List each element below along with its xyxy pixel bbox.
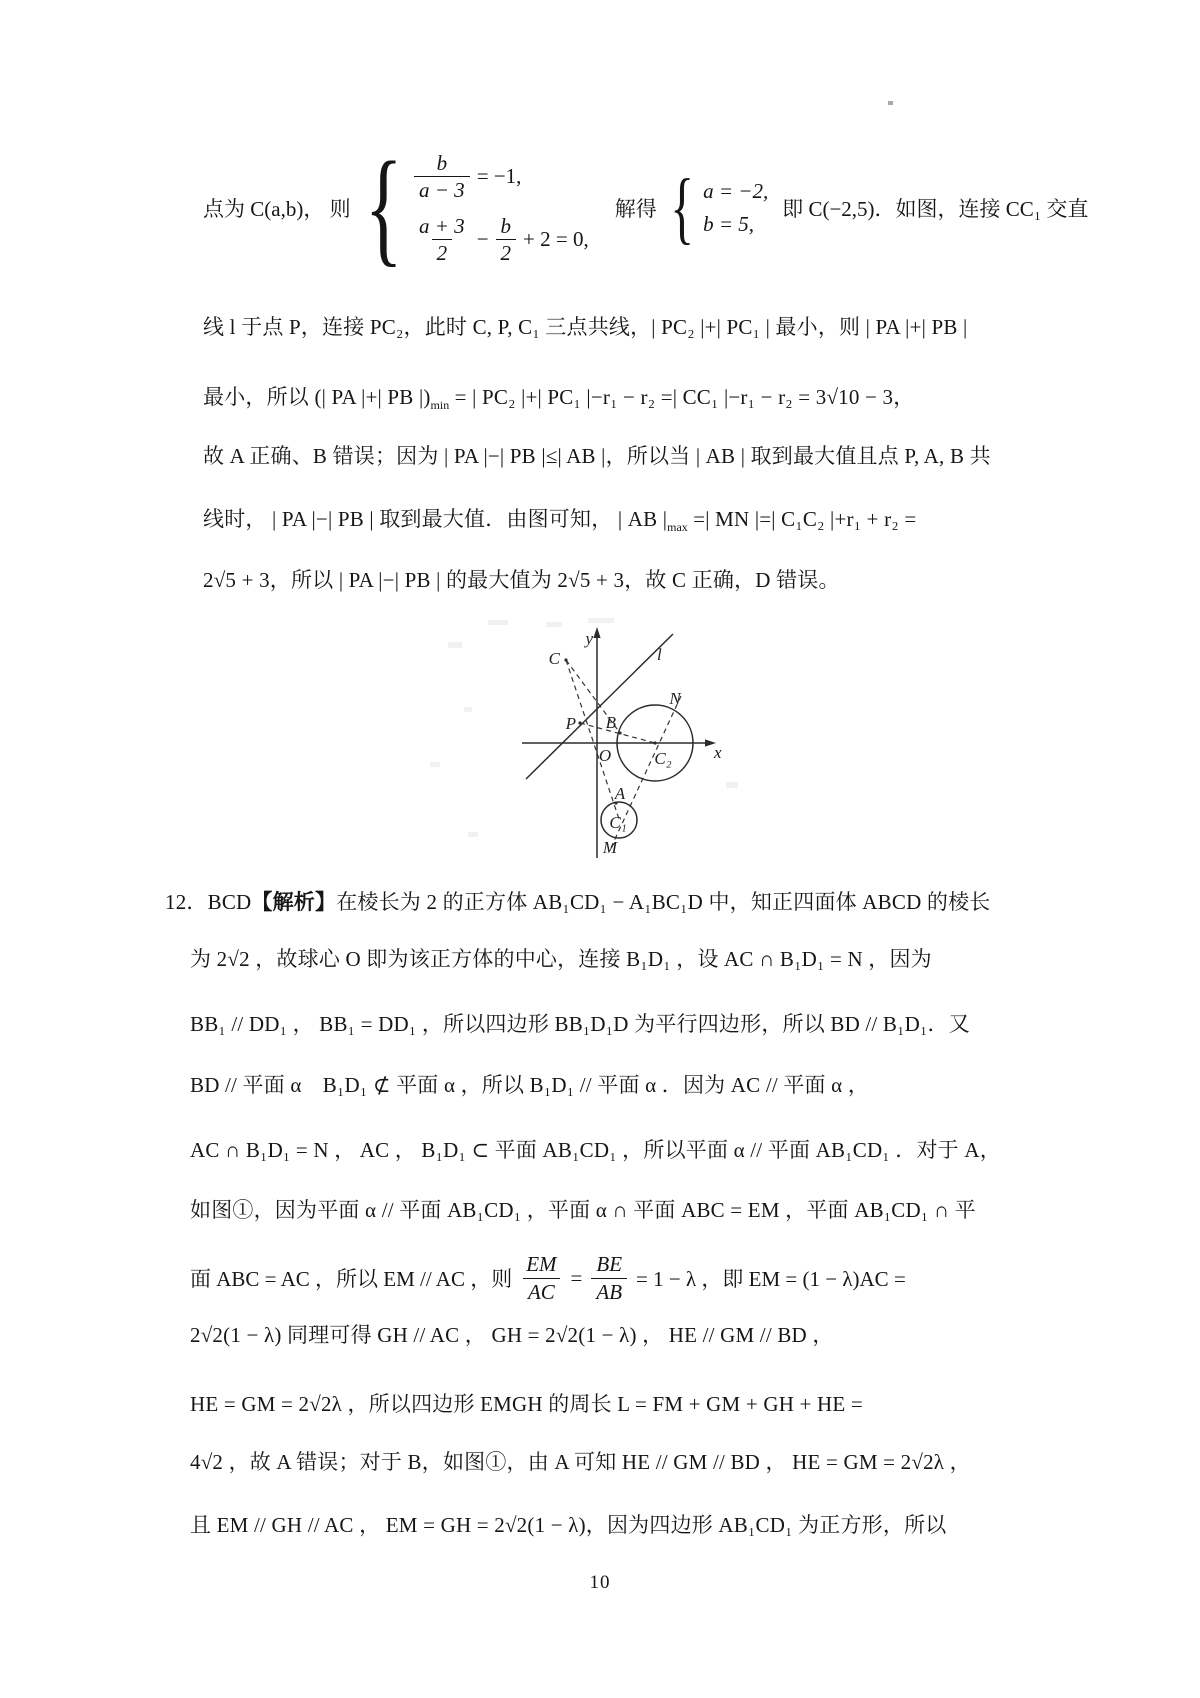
equation-text: 点为 C(a,b)， 则 — [203, 197, 351, 221]
solution-line: BD // 平面 α B₁D₁ ⊄ 平面 α ，所以 B₁D₁ // 平面 α ．因为 AC // 平面 α ， — [190, 1073, 870, 1097]
fraction-denominator: AB — [591, 1278, 627, 1304]
fraction-denominator: 2 — [432, 239, 453, 265]
case-row: b = 5, — [703, 212, 755, 236]
case-row: a = −2, — [703, 179, 769, 203]
fraction-numerator: BE — [596, 1252, 623, 1277]
solution-line: 如图①，因为平面 α // 平面 AB₁CD₁ ，平面 α ∩ 平面 ABC = EM ，平面 AB₁CD₁ ∩ 平 — [190, 1198, 976, 1222]
label-point-A: A — [614, 784, 626, 803]
solution-text: = 1 − λ ，即 EM = (1 − λ)AC = — [636, 1267, 906, 1291]
solution-line: AC ∩ B₁D₁ = N ， AC ， B₁D₁ ⊂ 平面 AB₁CD₁ ，所以平面 α // 平面 AB₁CD₁ ．对于 A， — [190, 1138, 1001, 1162]
figure-canvas — [428, 612, 768, 862]
solution-11-system-line — [203, 136, 1089, 279]
solution-12-first-line — [165, 886, 991, 916]
point-C2 — [653, 741, 656, 744]
equation-text: = | PC₂ |+| PC₁ |−r₁ − r₂ =| CC₁ |−r₁ − r₂ = 3√10 − 3， — [449, 385, 915, 409]
scan-noise — [430, 618, 738, 837]
solution-line: BB₁ // DD₁ ， BB₁ = DD₁ ，所以四边形 BB₁D₁D 为平行四边形，所以 BD // B₁D₁．又 — [190, 1012, 970, 1036]
label-x-axis: x — [714, 743, 722, 762]
max-subscript: max — [667, 520, 688, 535]
label-center-C2: C₂ — [654, 749, 672, 768]
solution-line: 为 2√2 ，故球心 O 即为该正方体的中心，连接 B₁D₁ ，设 AC ∩ B₁D₁ = N ，因为 — [190, 947, 932, 971]
solution-line: 线 l 于点 P，连接 PC₂，此时 C, P, C₁ 三点共线，| PC₂ |+| PC₁ | 最小，则 | PA |+| PB | — [203, 315, 968, 339]
equals-sign: = — [570, 1265, 583, 1290]
solution-line — [203, 381, 914, 413]
equation-text: 线时， | PA |−| PB | 取到最大值．由图可知， | AB | — [203, 507, 668, 531]
fraction-numerator: a + 3 — [419, 214, 465, 238]
y-axis-arrow — [593, 627, 600, 638]
fraction-numerator: b — [436, 150, 448, 175]
min-subscript: min — [430, 398, 450, 413]
equation-text: =| MN |=| C₁C₂ |+r₁ + r₂ = — [687, 507, 917, 531]
solution-line: 且 EM // GH // AC ， EM = GH = 2√2(1 − λ)，因为四边形 AB₁CD₁ 为正方形，所以 — [190, 1513, 947, 1537]
fraction — [521, 1252, 561, 1303]
label-center-C1: C₁ — [609, 813, 627, 832]
segment-C-C1 — [566, 660, 619, 819]
page-number: 10 — [589, 1572, 611, 1593]
fraction — [496, 214, 517, 265]
system-row — [414, 214, 589, 265]
point-P — [578, 721, 581, 724]
equation-text: 即 C(−2,5)．如图，连接 CC₁ 交直 — [782, 197, 1089, 221]
fraction-numerator: b — [500, 214, 512, 238]
solution-text: 面 ABC = AC ，所以 EM // AC ，则 — [190, 1267, 513, 1291]
left-brace: { — [364, 136, 403, 279]
equation-text: = −1, — [476, 163, 522, 188]
point-B — [618, 731, 621, 734]
label-point-P: P — [565, 714, 576, 733]
point-C — [564, 658, 567, 661]
fraction — [414, 214, 470, 265]
label-point-B: B — [605, 713, 616, 732]
left-brace: { — [670, 164, 694, 252]
equation-system — [414, 151, 589, 266]
problem-number: 12． — [165, 890, 208, 914]
label-point-N: N — [669, 689, 681, 708]
coordinate-figure — [428, 612, 768, 862]
fraction — [591, 1252, 627, 1303]
equation-text: 解得 — [614, 197, 657, 221]
solution-fraction-line — [190, 1246, 906, 1310]
solution-line: 2√2(1 − λ) 同理可得 GH // AC ， GH = 2√2(1 − λ) ， HE // GM // BD ， — [190, 1323, 834, 1347]
analysis-tag: 【解析】 — [251, 890, 337, 914]
fraction — [414, 151, 470, 202]
minus-sign: − — [476, 227, 489, 252]
solution-line: 故 A 正确、B 错误；因为 | PA |−| PB |≤| AB |，所以当 | AB | 取到最大值且点 P, A, B 共 — [203, 444, 991, 468]
equation-text: 最小，所以 (| PA |+| PB |) — [203, 385, 431, 409]
equation-text: + 2 = 0, — [523, 227, 589, 252]
solution-line: HE = GM = 2√2λ ，所以四边形 EMGH 的周长 L = FM + GM + GH + HE = — [190, 1392, 863, 1416]
label-point-M: M — [602, 838, 618, 857]
solution-line — [203, 503, 916, 535]
answer-letters: BCD — [207, 890, 252, 914]
solution-text: 在棱长为 2 的正方体 AB₁CD₁ − A₁BC₁D 中，知正四面体 ABCD 的棱长 — [336, 890, 991, 914]
solution-line: 2√5 + 3，所以 | PA |−| PB | 的最大值为 2√5 + 3，故 C 正确，D 错误。 — [203, 568, 840, 592]
scan-artifact-dot — [888, 101, 893, 105]
fraction-denominator: 2 — [496, 239, 517, 265]
label-y-axis: y — [585, 629, 593, 648]
equation-cases — [703, 179, 768, 237]
solution-line: 4√2 ，故 A 错误；对于 B，如图①，由 A 可知 HE // GM // BD ， HE = GM = 2√2λ ， — [190, 1450, 971, 1474]
label-origin-O: O — [598, 746, 612, 765]
fraction-denominator: AC — [523, 1278, 560, 1304]
system-row — [414, 151, 521, 202]
fraction-numerator: EM — [526, 1252, 557, 1277]
fraction-denominator: a − 3 — [414, 176, 470, 202]
label-line-l: l — [657, 645, 662, 664]
label-point-C: C — [548, 649, 560, 668]
